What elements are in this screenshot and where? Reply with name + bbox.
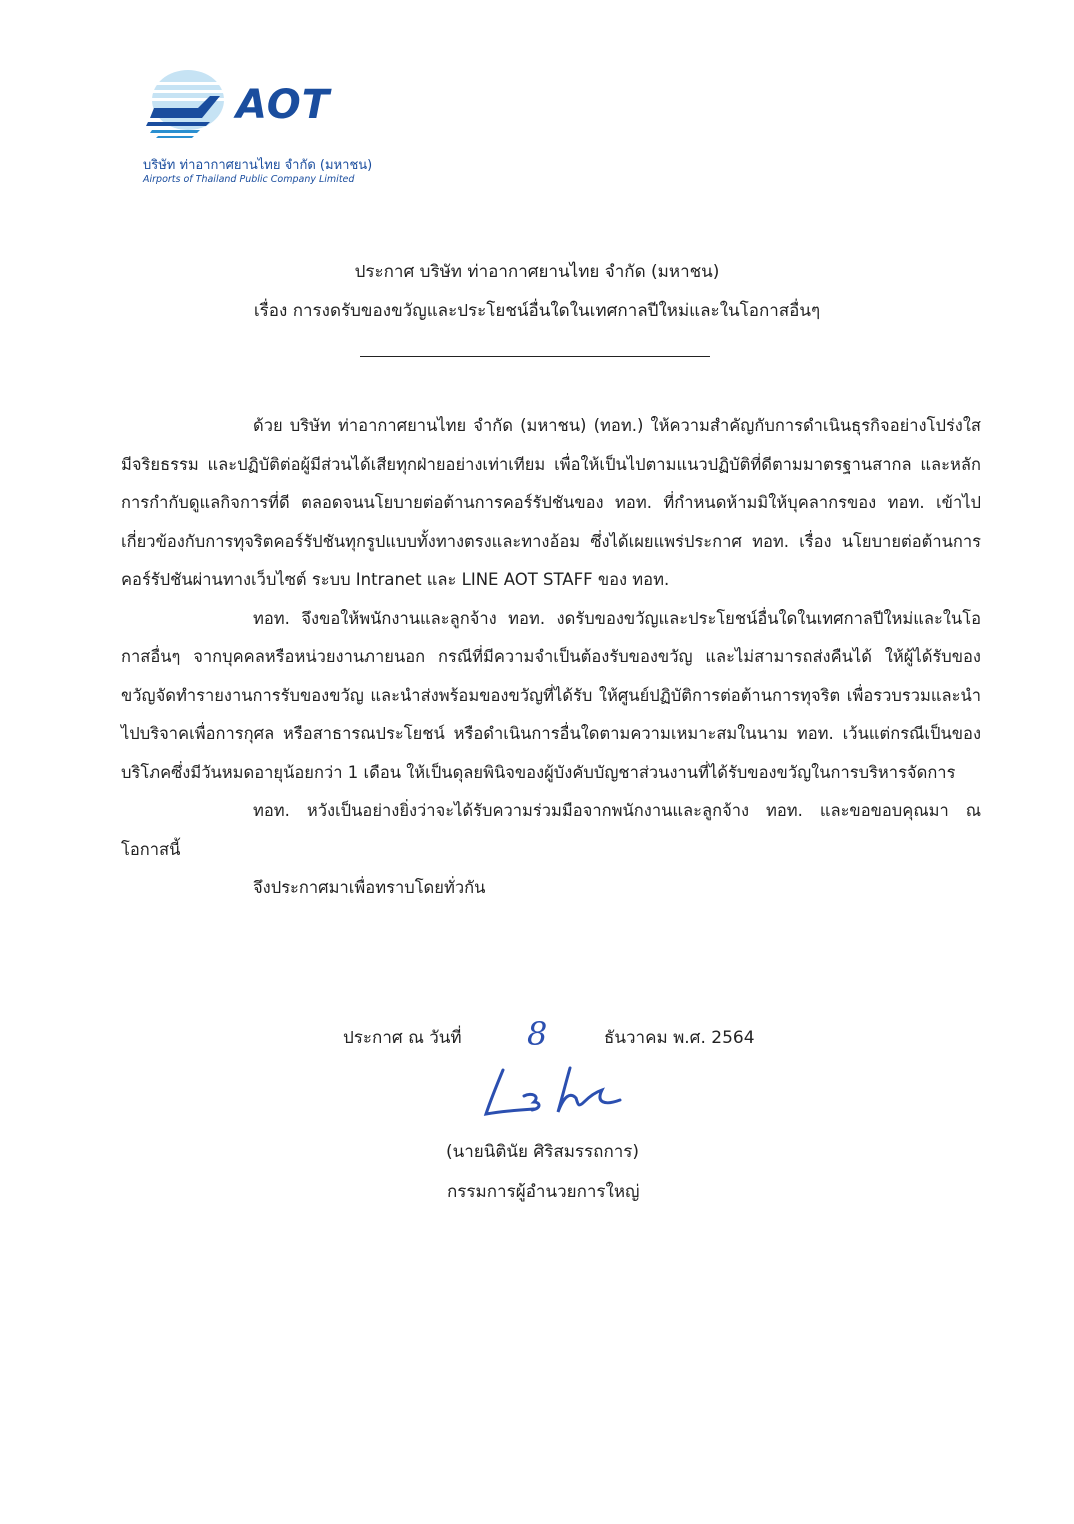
logo-company-name-english: Airports of Thailand Public Company Limited (143, 174, 355, 185)
announcement-body (121, 407, 981, 908)
date-month-year: ธันวาคม พ.ศ. 2564 (604, 1028, 755, 1048)
aot-emblem-icon (140, 68, 240, 148)
signatory-name: (นายนิตินัย ศิริสมรรถการ) (446, 1142, 640, 1162)
date-prefix: ประกาศ ณ วันที่ (343, 1028, 462, 1048)
logo-wordmark: AOT (236, 82, 331, 128)
announcement-subject: เรื่อง การงดรับของขวัญและประโยชน์อื่นใดในเทศกาลปีใหม่และในโอกาสอื่นๆ (253, 301, 821, 321)
body-paragraph-4: จึงประกาศมาเพื่อทราบโดยทั่วกัน (253, 878, 486, 897)
signatory-title: กรรมการผู้อำนวยการใหญ่ (447, 1182, 640, 1202)
body-paragraph-1: ด้วย บริษัท ท่าอากาศยานไทย จำกัด (มหาชน) (ทอท.) ให้ความสำคัญกับการดำเนินธุรกิจอย่างโปร่งใส มีจริยธรรม และปฏิบัติต่อผู้มีส่วนได้เสียทุกฝ่ายอย่างเท่าเทียม เพื่อให้เป็นไปตามแนวปฏิบัติที่ดีตามมาตรฐานสากล และหลักการกำกับดูแลกิจการที่ดี ตลอดจนนโยบายต่อต้านการคอร์รัปชันของ ทอท. ที่กำหนดห้ามมิให้บุคลากรของ ทอท. เข้าไปเกี่ยวข้องกับการทุจริตคอร์รัปชันทุกรูปแบบทั้งทางตรงและทางอ้อม ซึ่งได้เผยแพร่ประกาศ ทอท. เรื่อง นโยบายต่อต้านการคอร์รัปชันผ่านทางเว็บไซต์ ระบบ Intranet และ LINE AOT STAFF ของ ทอท. (121, 416, 981, 589)
signature-mark (478, 1062, 628, 1127)
body-paragraph-2: ทอท. จึงขอให้พนักงานและลูกจ้าง ทอท. งดรับของขวัญและประโยชน์อื่นใดในเทศกาลปีใหม่และในโอกาสอื่นๆ จากบุคคลหรือหน่วยงานภายนอก กรณีที่มีความจำเป็นต้องรับของขวัญ และไม่สามารถส่งคืนได้ ให้ผู้ได้รับของขวัญจัดทำรายงานการรับของขวัญ และนำส่งพร้อมของขวัญที่ได้รับ ให้ศูนย์ปฏิบัติการต่อต้านการทุจริต เพื่อรวบรวมและนำไปบริจาคเพื่อการกุศล หรือสาธารณประโยชน์ หรือดำเนินการอื่นใดตามความเหมาะสมในนาม ทอท. เว้นแต่กรณีเป็นของบริโภคซึ่งมีวันหมดอายุน้อยกว่า 1 เดือน ให้เป็นดุลยพินิจของผู้บังคับบัญชาส่วนงานที่ได้รับของขวัญในการบริหารจัดการ (121, 608, 981, 782)
logo-company-name-thai: บริษัท ท่าอากาศยานไทย จำกัด (มหาชน) (143, 158, 373, 173)
body-paragraph-3: ทอท. หวังเป็นอย่างยิ่งว่าจะได้รับความร่วมมือจากพนักงานและลูกจ้าง ทอท. และขอขอบคุณมา ณ โอกาสนี้ (121, 801, 981, 859)
date-day-handwritten: 8 (527, 1015, 548, 1053)
announcement-title: ประกาศ บริษัท ท่าอากาศยานไทย จำกัด (มหาชน) (354, 262, 720, 282)
heading-divider (360, 356, 710, 357)
aot-logo (140, 68, 380, 193)
